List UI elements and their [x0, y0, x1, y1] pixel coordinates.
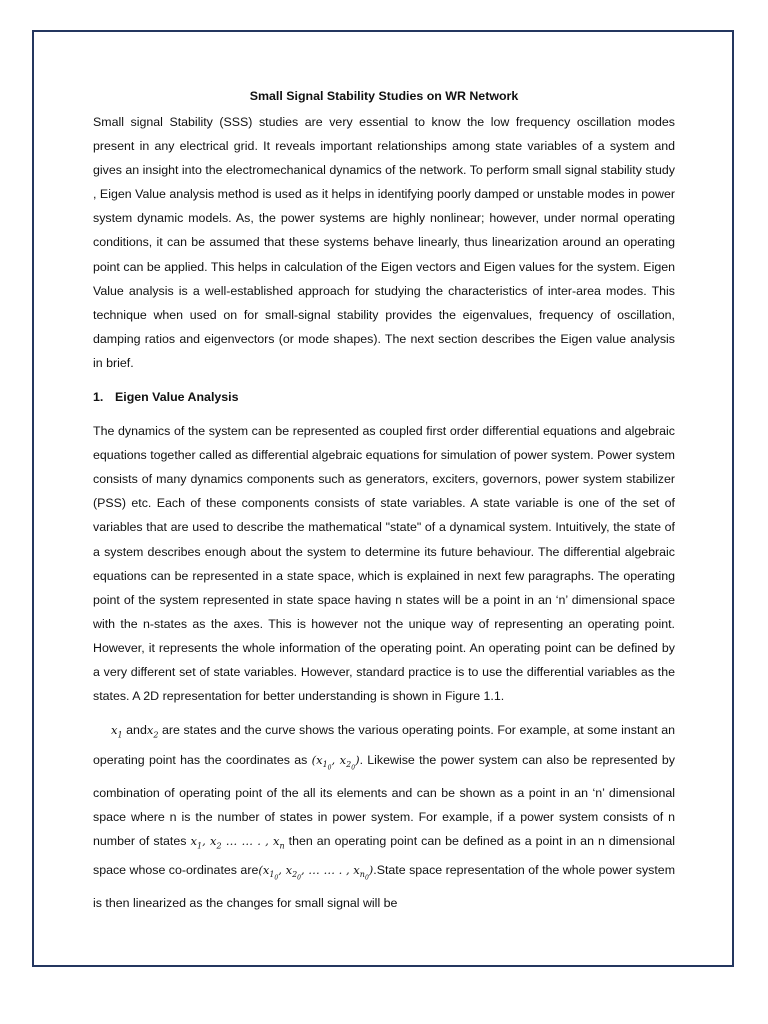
document-title: Small Signal Stability Studies on WR Network — [249, 89, 519, 103]
math-state-list: $x_1$, $x_2$ … … . , $x_n$ — [190, 833, 285, 851]
math-n-coordinates: ($x_{1_0}$, $x_{2_0}$, … … . , $x_{n_0}$) — [258, 863, 374, 882]
math-coordinates: ($x_{1_0}$, $x_{2_0}$) — [311, 752, 360, 772]
text-operating-point: then an operating point can be defined as a point in an n dimensional space whose co-ordinates are — [93, 833, 676, 878]
text-and: and — [122, 723, 147, 738]
section-title: Eigen Value Analysis — [115, 390, 239, 405]
section-heading — [93, 385, 675, 409]
text-states-curve: are states and the curve shows the various operating points. For example, at some instant an operating point has the coordinates as — [93, 723, 675, 767]
math-x2: $x_2$ — [146, 723, 159, 740]
intro-paragraph: Small signal Stability (SSS) studies are very essential to know the low frequency oscillation modes present in any electrical grid. It reveals important relationships among state variables of a system and gives an insight into the electromechanical dynamics of the network. To perform small signal stability study , Eigen Value analysis method is used as it helps in identifying poorly damped or unstable modes in power system dynamic models. As, the power systems are highly nonlinear; however, under normal operating conditions, it can be assumed that these systems behave linearly, thus linearization around an operating point can be applied. This helps in calculation of the Eigen vectors and Eigen values for the system. Eigen Value analysis is a well-established approach for studying the characteristics of inter-area modes. This technique when used on for small-signal stability provides the eigenvalues, frequency of oscillation, damping ratios and eigenvectors (or mode shapes). The next section describes the Eigen value analysis in brief. — [93, 115, 675, 370]
document-body — [93, 86, 675, 915]
dynamics-paragraph: The dynamics of the system can be represented as coupled first order differential equations and algebraic equations together called as differential algebraic equations for simulation of power system. Power system consists of many dynamics components such as generators, exciters, governors, power system stabilizer (PSS) etc. Each of these components consists of state variables. A state variable is one of the set of variables that are used to describe the mathematical "state" of a dynamical system. Intuitively, the state of a system describes enough about the system to determine its future behaviour. The differential algebraic equations can be represented in a state space, which is explained in next few paragraphs. The operating point of the system represented in state space having n states will be a point in an ‘n’ dimensional space with the n-states as the axes. This is however not the unique way of representing an operating point. However, it represents the whole information of the operating point. An operating point can be defined by a very different set of state variables. However, standard practice is to use the differential variables as the states. A 2D representation for better understanding is shown in Figure 1.1. — [93, 424, 675, 704]
text-likewise: . Likewise the power system can also be represented by combination of operating point of the all its elements and can be shown as a point in an ‘n’ dimensional space where n is the number of states in power system. For example, if a power system consists of n number of states — [93, 752, 675, 848]
states-paragraph — [93, 718, 675, 915]
math-x1: $x_1$ — [111, 723, 123, 740]
section-number: 1. — [93, 390, 104, 405]
text-state-space: .State space representation of the whole power system is then linearized as the changes for small signal will be — [93, 863, 676, 911]
